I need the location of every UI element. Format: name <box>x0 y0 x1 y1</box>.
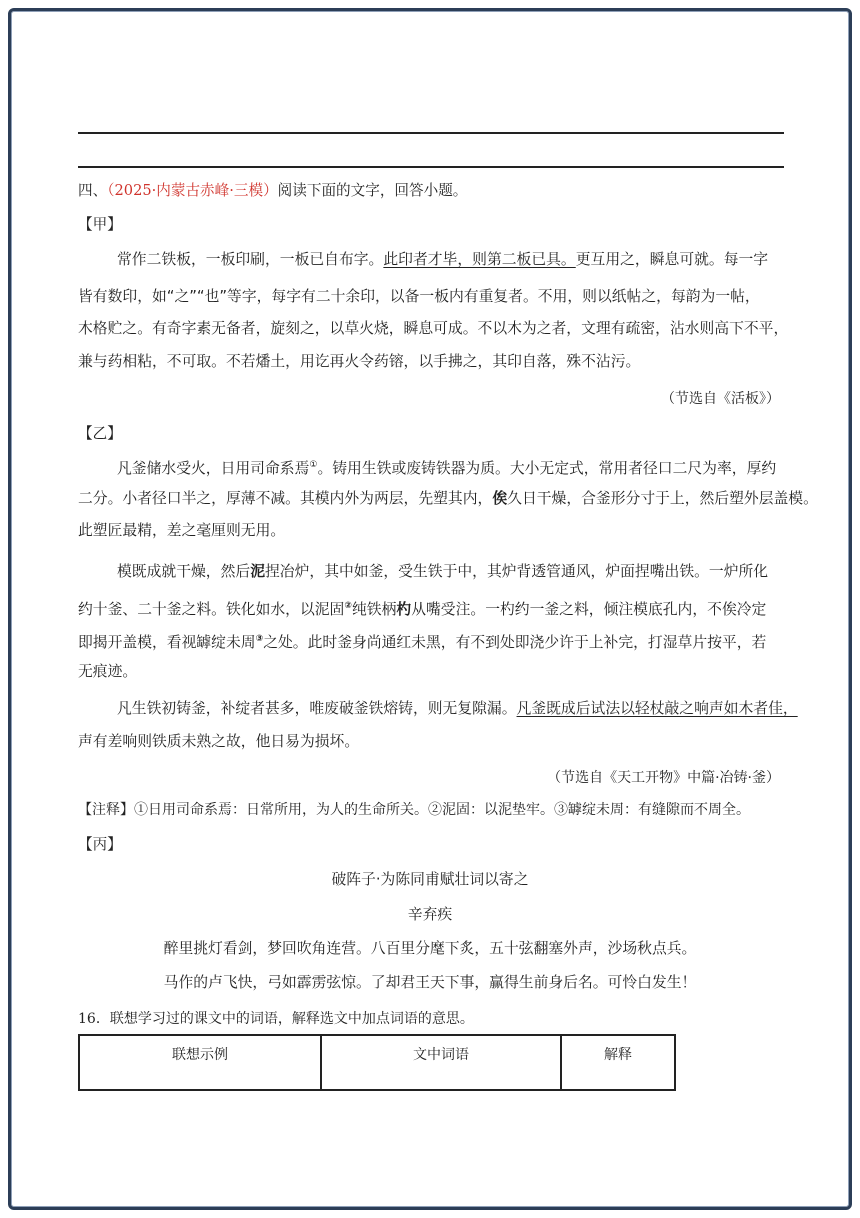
jia-p1-line4: 兼与药相粘，不可取。不若燔土，用讫再火令药镕，以手拂之，其印自落，殊不沾污。 <box>78 353 641 370</box>
yi-text: 久日干燥，合釜形分寸于上，然后塑外层盖模。 <box>507 490 818 507</box>
dotted-word-ni: 泥 <box>250 563 265 580</box>
poem-author: 辛弃疾 <box>407 906 453 923</box>
yi-p2-line2 <box>78 597 766 619</box>
source-tag: （2025·内蒙古赤峰·三模） <box>107 182 278 199</box>
note-marker-3: ③ <box>255 634 264 644</box>
yi-p2-line3 <box>78 630 766 652</box>
question-16: 16．联想学习过的课文中的词语，解释选文中加点词语的意思。 <box>78 1011 474 1027</box>
table-header-row <box>79 1035 675 1090</box>
section-number: 四、 <box>78 182 108 199</box>
yi-text: 凡生铁初铸釜，补绽者甚多，唯废破釜铁熔铸，则无复隙漏。 <box>117 700 517 717</box>
dotted-word-shao: 杓 <box>396 600 412 618</box>
yi-p2-line4: 无痕迹。 <box>78 663 138 680</box>
yi-p3-line2: 声有差响则铁质未熟之故，他日易为损坏。 <box>78 733 360 750</box>
yi-p1-line3: 此塑匠最精，差之毫厘则无用。 <box>78 522 286 539</box>
jia-source: （节选自《活板》） <box>661 391 780 407</box>
table-header-explanation: 解释 <box>561 1035 675 1090</box>
table-header-word: 文中词语 <box>321 1035 561 1090</box>
yi-text: 二分。小者径口半之，厚薄不减。其模内外为两层，先塑其内， <box>78 490 493 507</box>
jia-p1-line3: 木格贮之。有奇字素无备者，旋刻之，以草火烧，瞬息可成。不以木为之者，文理有疏密，沾水则高下不平， <box>78 320 789 337</box>
note-marker-2: ② <box>344 601 352 611</box>
jia-underlined-sentence: 此印者才毕，则第二板已具。 <box>383 251 576 268</box>
yi-text: 即揭开盖模，看视罅绽未周 <box>78 633 256 651</box>
bing-label: 【丙】 <box>78 836 122 853</box>
poem-line-1: 醉里挑灯看剑，梦回吹角连营。八百里分麾下炙，五十弦翻塞外声，沙场秋点兵。 <box>163 940 697 957</box>
section-instruction: 阅读下面的文字，回答小题。 <box>277 182 468 199</box>
poem-title: 破阵子·为陈同甫赋壮词以寄之 <box>331 871 529 888</box>
yi-p1-line1 <box>117 456 776 478</box>
yi-p3-line1 <box>117 700 798 718</box>
answer-table <box>78 1034 676 1091</box>
note-marker-1: ① <box>309 460 318 470</box>
yi-text: 纯铁柄 <box>351 600 397 618</box>
yi-text: 捏冶炉，其中如釜，受生铁于中，其炉背透管通风，炉面捏嘴出铁。一炉所化 <box>265 563 769 580</box>
yi-text: 从嘴受注。一杓约一釜之料，倾注模底孔内，不俟冷定 <box>411 600 767 618</box>
jia-text: 常作二铁板，一板印刷，一板已自布字。 <box>117 251 384 268</box>
jia-p1-line1 <box>117 251 768 269</box>
yi-text: 模既成就干燥，然后 <box>117 563 251 580</box>
dotted-word-si: 俟 <box>492 490 508 507</box>
yi-p2-line1 <box>117 563 768 581</box>
notes-text: ①日用司命系焉：日常所用，为人的生命所关。②泥固：以泥垫牢。③罅绽未周：有缝隙而不周全。 <box>134 802 750 818</box>
jia-p1-line2: 皆有数印，如“之”“也”等字，每字有二十余印，以备一板内有重复者。不用，则以纸帖之，每韵为一帖， <box>78 288 760 305</box>
poem-line-2: 马作的卢飞快，弓如霹雳弦惊。了却君王天下事，赢得生前身后名。可怜白发生！ <box>163 974 697 991</box>
jia-text: 更互用之，瞬息可就。每一字 <box>575 251 769 268</box>
yi-source: （节选自《天工开物》中篇·冶铸·釜） <box>547 770 780 786</box>
jia-label: 【甲】 <box>78 216 122 233</box>
yi-text: 之处。此时釜身尚通红未黑，有不到处即浇少许于上补完，打湿草片按平，若 <box>263 633 767 651</box>
yi-label: 【乙】 <box>78 425 122 442</box>
section-heading <box>78 182 467 200</box>
table-header-example: 联想示例 <box>79 1035 321 1090</box>
notes <box>78 801 750 819</box>
yi-text: 凡釜储水受火，日用司命系焉 <box>117 459 310 477</box>
answer-line-1 <box>78 132 784 134</box>
answer-line-2 <box>78 166 784 168</box>
yi-underlined-sentence: 凡釜既成后试法以轻杖敲之响声如木者佳， <box>516 700 798 717</box>
yi-text: 约十釜、二十釜之料。铁化如水，以泥固 <box>78 600 345 618</box>
yi-p1-line2 <box>78 490 818 508</box>
yi-text: 。铸用生铁或废铸铁器为质。大小无定式，常用者径口二尺为率，厚约 <box>317 459 777 477</box>
notes-label: 【注释】 <box>78 802 134 818</box>
